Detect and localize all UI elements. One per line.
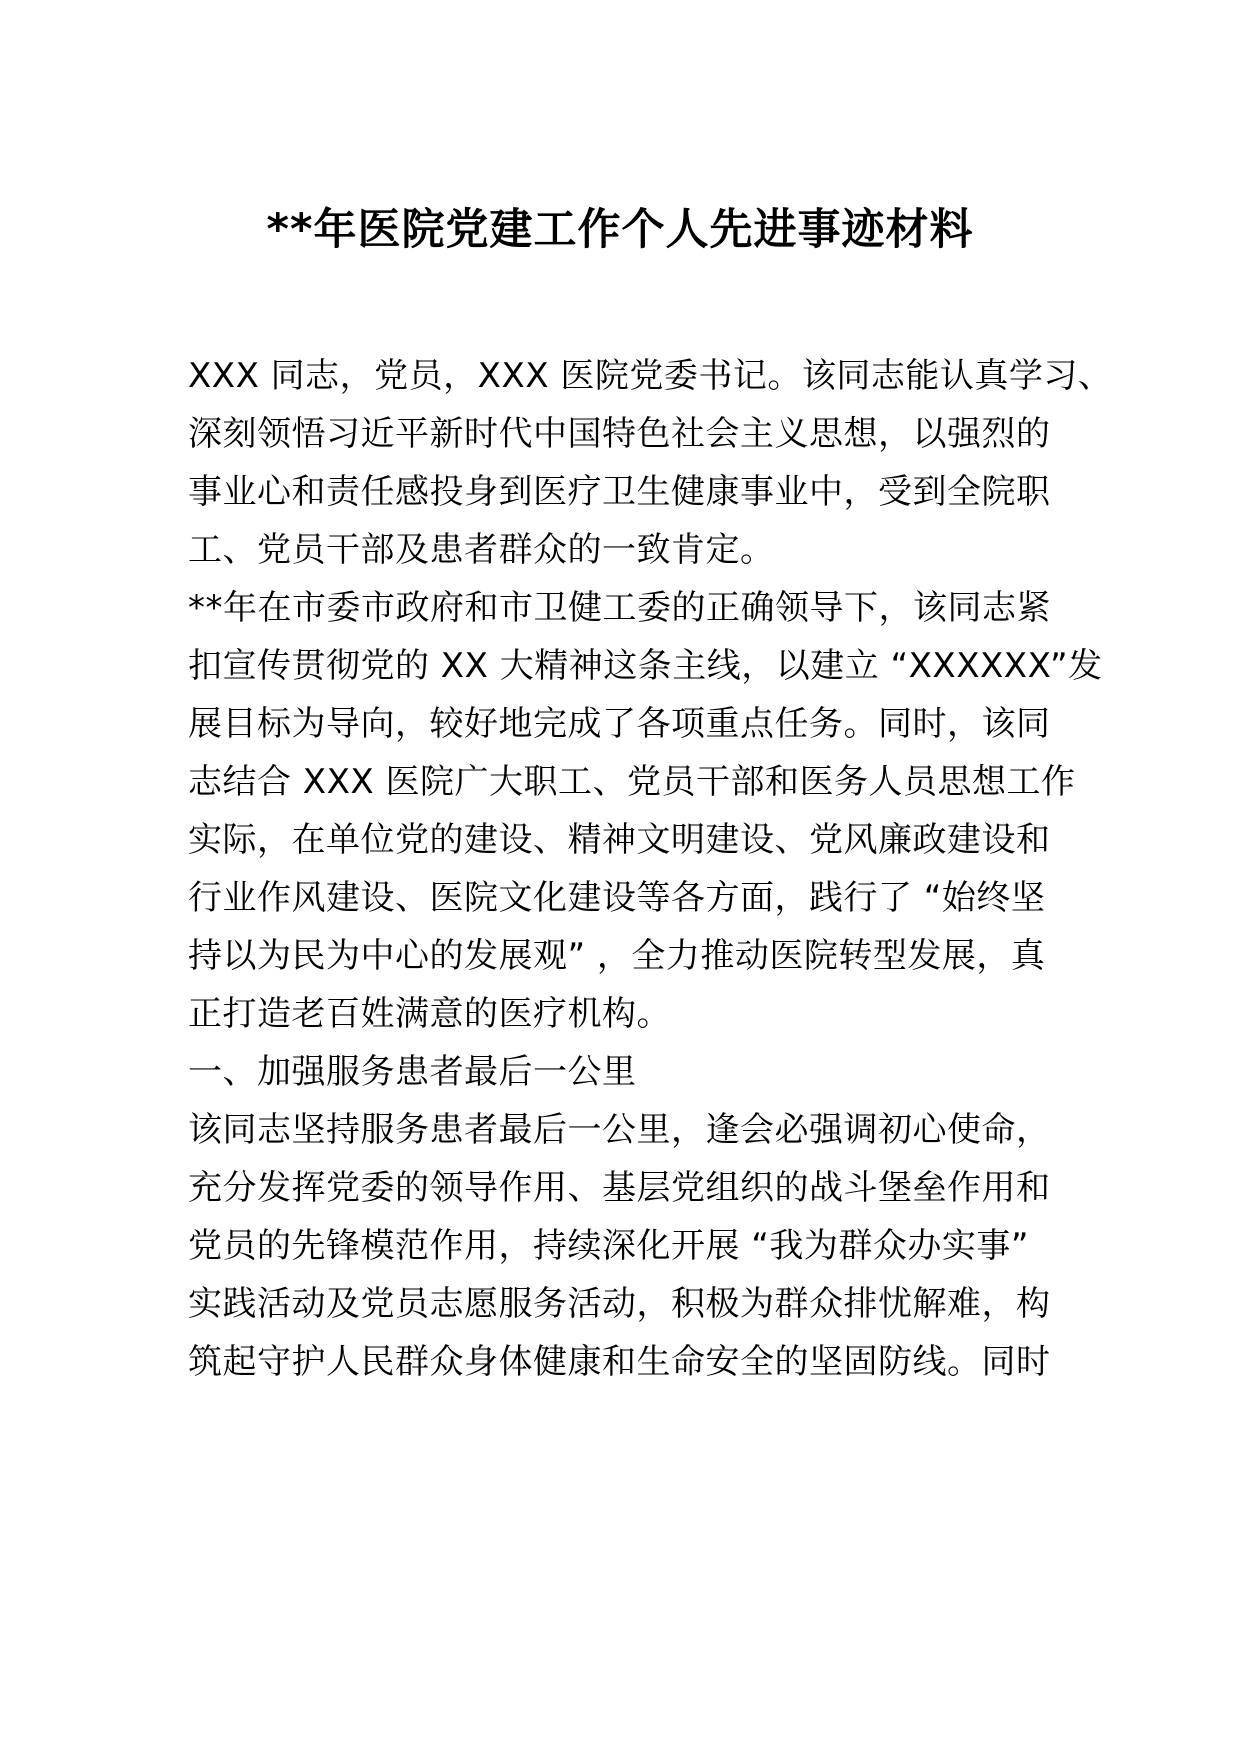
paragraph-line: 实际，在单位党的建设、精神文明建设、党风廉政建设和 <box>188 820 1051 860</box>
section-heading: 一、加强服务患者最后一公里 <box>188 1052 637 1092</box>
paragraph-line: **年在市委市政府和市卫健工委的正确领导下，该同志紧 <box>188 588 1051 628</box>
paragraph-line: 行业作风建设、医院文化建设等各方面，践行了 “始终坚 <box>188 878 1046 918</box>
paragraph-line: 志结合 XXX 医院广大职工、党员干部和医务人员思想工作 <box>188 762 1076 802</box>
paragraph-line: 筑起守护人民群众身体健康和生命安全的坚固防线。同时 <box>188 1342 1051 1382</box>
paragraph-line: 扣宣传贯彻党的 XX 大精神这条主线，以建立 “XXXXXX”发 <box>188 646 1103 686</box>
paragraph-line: 展目标为导向，较好地完成了各项重点任务。同时，该同 <box>188 704 1051 744</box>
paragraph-line: 事业心和责任感投身到医疗卫生健康事业中，受到全院职 <box>188 472 1051 512</box>
document-title: **年医院党建工作个人先进事迹材料 <box>266 205 974 255</box>
paragraph-line: 深刻领悟习近平新时代中国特色社会主义思想，以强烈的 <box>188 414 1051 454</box>
paragraph-line: 该同志坚持服务患者最后一公里，逢会必强调初心使命， <box>188 1110 1051 1150</box>
paragraph-line: 持以为民为中心的发展观” ，全力推动医院转型发展，真 <box>188 936 1046 976</box>
paragraph-line: XXX 同志，党员，XXX 医院党委书记。该同志能认真学习、 <box>188 356 1113 396</box>
paragraph-line: 正打造老百姓满意的医疗机构。 <box>188 994 671 1034</box>
paragraph-line: 实践活动及党员志愿服务活动，积极为群众排忧解难，构 <box>188 1284 1051 1324</box>
paragraph-line: 充分发挥党委的领导作用、基层党组织的战斗堡垒作用和 <box>188 1168 1051 1208</box>
paragraph-line: 工、党员干部及患者群众的一致肯定。 <box>188 530 775 570</box>
paragraph-line: 党员的先锋模范作用，持续深化开展 “我为群众办实事” <box>188 1226 1030 1266</box>
